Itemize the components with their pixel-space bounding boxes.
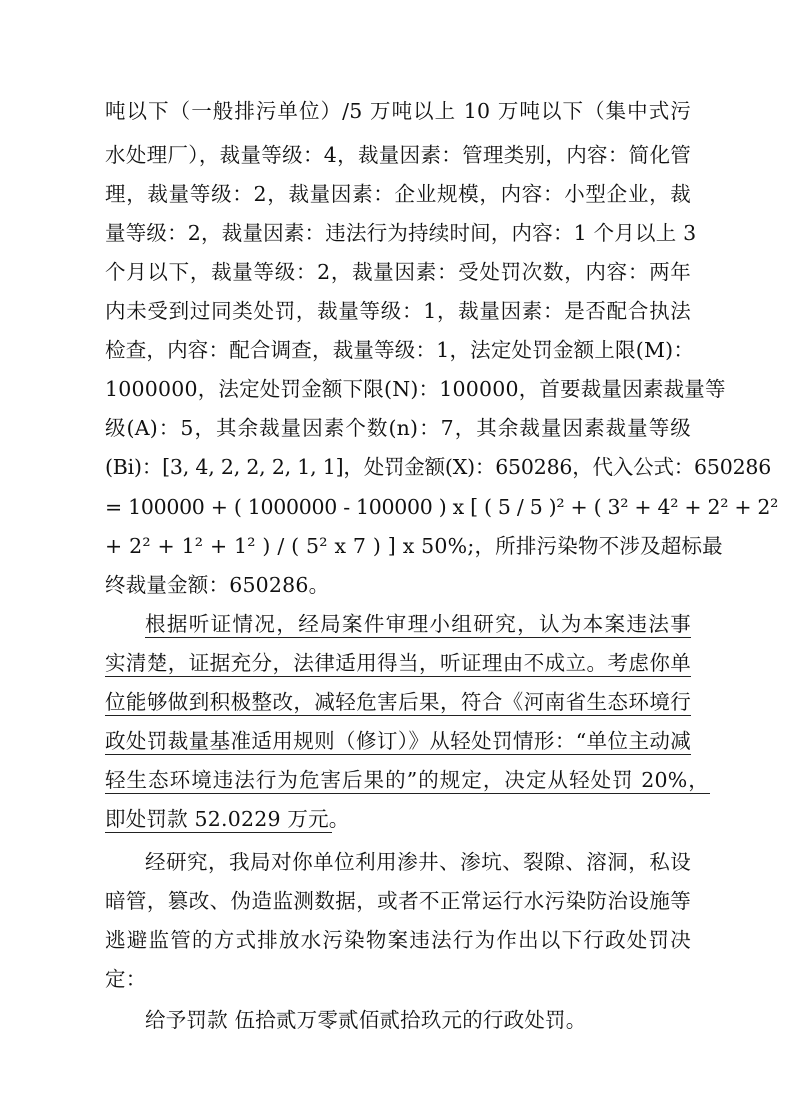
- paragraph-1-line-8: 1000000，法定处罚金额下限(N)：100000，首要裁量因素裁量等: [105, 377, 726, 401]
- underline-rule: [105, 754, 691, 755]
- paragraph-2-line-3: 位能够做到积极整改，减轻危害后果，符合《河南省生态环境行: [105, 690, 691, 714]
- paragraph-1-line-10: (Bi)：[3, 4, 2, 2, 2, 1, 1]，处罚金额(X)：650286，代入公式：650286: [105, 455, 772, 479]
- paragraph-2-line-5: 轻生态环境违法行为危害后果的”的规定，决定从轻处罚 20%，: [105, 768, 709, 792]
- paragraph-2-line-4: 政处罚裁量基准适用规则（修订）》从轻处罚情形：“单位主动减: [105, 729, 691, 753]
- underline-rule: [105, 832, 332, 833]
- paragraph-1-line-1: 吨以下（一般排污单位）/5 万吨以上 10 万吨以下（集中式污: [105, 99, 691, 123]
- underline-rule: [145, 637, 691, 638]
- paragraph-1-line-5: 个月以下，裁量等级：2，裁量因素：受处罚次数，内容：两年: [105, 260, 691, 284]
- paragraph-3-line-2: 暗管，篡改、伪造监测数据，或者不正常运行水污染防治设施等: [105, 889, 691, 913]
- paragraph-1-line-11: = 100000 + ( 1000000 - 100000 ) x [ ( 5 / 5 )² + ( 3² + 4² + 2² + 2²: [105, 495, 779, 519]
- paragraph-1-line-12: + 2² + 1² + 1² ) / ( 5² x 7 ) ] x 50%;，所排污染物不涉及超标最: [105, 534, 723, 558]
- underline-rule: [105, 793, 710, 794]
- underline-rule: [105, 715, 691, 716]
- paragraph-1-line-9: 级(A)：5，其余裁量因素个数(n)：7，其余裁量因素裁量等级: [105, 416, 691, 440]
- paragraph-1-line-2: 水处理厂），裁量等级：4，裁量因素：管理类别，内容：简化管: [105, 143, 691, 167]
- paragraph-1-line-4: 量等级：2，裁量因素：违法行为持续时间，内容：1 个月以上 3: [105, 221, 697, 245]
- paragraph-2-line-2: 实清楚，证据充分，法律适用得当，听证理由不成立。考虑你单: [105, 651, 691, 675]
- paragraph-2-line-6: 即处罚款 52.0229 万元。: [105, 807, 350, 831]
- paragraph-3-line-1: 经研究，我局对你单位利用渗井、渗坑、裂隙、溶洞，私设: [145, 850, 691, 874]
- paragraph-1-line-3: 理，裁量等级：2，裁量因素：企业规模，内容：小型企业，裁: [105, 182, 691, 206]
- paragraph-1-line-6: 内未受到过同类处罚，裁量等级：1，裁量因素：是否配合执法: [105, 299, 691, 323]
- paragraph-2-line-1: 根据听证情况，经局案件审理小组研究，认为本案违法事: [145, 612, 691, 636]
- paragraph-1-line-7: 检查，内容：配合调查，裁量等级：1，法定处罚金额上限(M)：: [105, 338, 695, 362]
- underline-rule: [105, 676, 691, 677]
- paragraph-3-line-3: 逃避监管的方式排放水污染物案违法行为作出以下行政处罚决: [105, 928, 691, 952]
- paragraph-3-line-4: 定：: [105, 967, 147, 991]
- paragraph-1-line-13: 终裁量金额：650286。: [105, 573, 330, 597]
- paragraph-4-line-1: 给予罚款 伍拾贰万零贰佰贰拾玖元的行政处罚。: [145, 1008, 587, 1032]
